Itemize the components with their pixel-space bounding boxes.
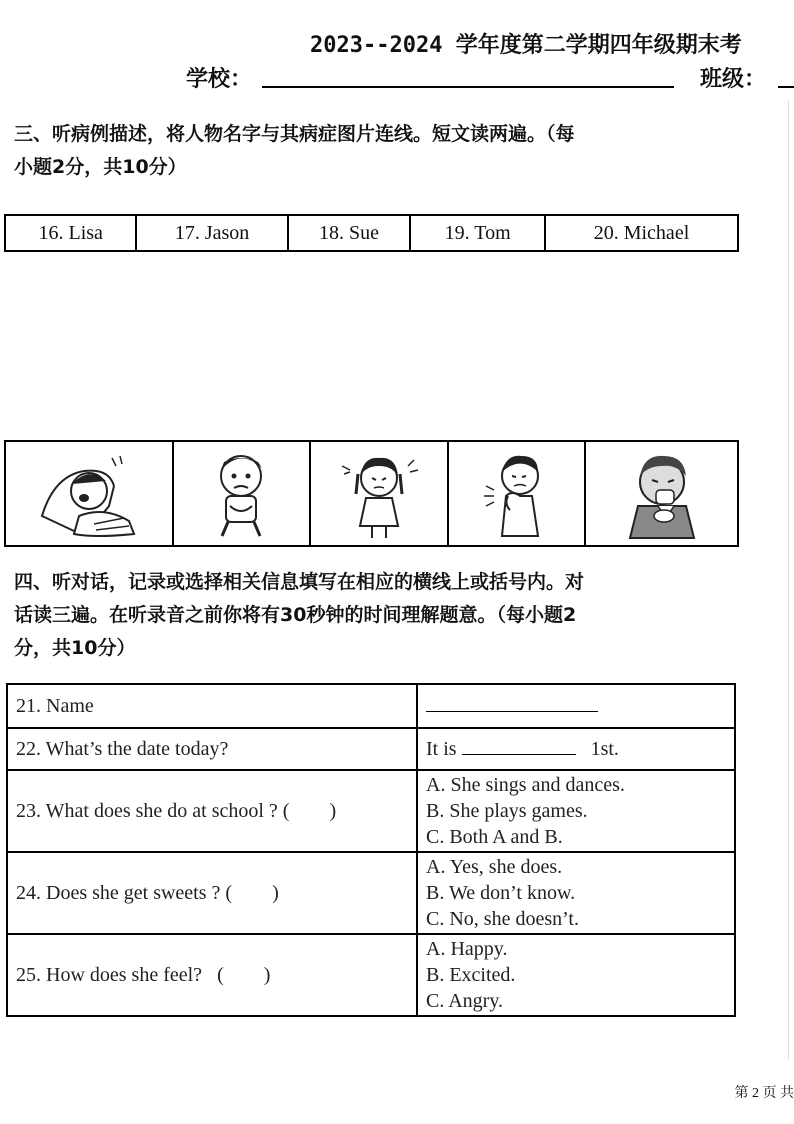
picture-cell-4 [448,441,586,546]
table-row [7,934,735,1016]
sick-in-bed-illustration [34,446,144,541]
section4-heading-line2: 话读三遍。在听录音之前你将有30秒钟的时间理解题意。（每小题2 [14,604,577,626]
question-25-paren[interactable]: ( ) [217,963,271,986]
option-23-c: C. Both A and B. [426,826,563,848]
question-23-text: 23. What does she do at school ? [16,799,278,822]
stomachache-illustration [196,446,286,541]
question-23-paren[interactable]: ( ) [282,799,337,822]
question-25 [7,934,417,1016]
answer-21 [417,684,735,728]
question-24-paren[interactable]: ( ) [225,881,279,904]
runny-nose-illustration [612,446,712,541]
options-25 [417,934,735,1016]
name-cell-19: 19. Tom [410,215,545,251]
picture-cell-2 [173,441,311,546]
question-25-text: 25. How does she feel? [16,963,203,986]
table-row [7,770,735,852]
section3-heading-line2: 小题2分，共10分） [14,156,187,178]
exam-title-text: 学年度第二学期四年级期末考 [455,33,742,58]
question-21: 21. Name [7,684,417,728]
answer-21-blank[interactable] [426,695,598,712]
table-row [7,852,735,934]
pictures-table [4,440,739,547]
sore-throat-illustration [472,446,562,541]
answer-22-suffix: 1st. [590,737,619,760]
names-table [4,214,739,252]
headache-illustration [334,446,424,541]
table-row [7,728,735,770]
section3-heading [14,118,714,184]
question-24-text: 24. Does she get sweets ? [16,881,221,904]
name-cell-16: 16. Lisa [5,215,136,251]
name-cell-17: 17. Jason [136,215,287,251]
qa-table [6,683,736,1017]
option-25-a: A. Happy. [426,938,508,960]
table-row [7,684,735,728]
option-24-b: B. We don’t know. [426,882,576,904]
options-24 [417,852,735,934]
class-blank-line[interactable] [778,86,794,88]
page-footer: 第 2 页 共 [734,1086,794,1101]
page-edge-rule [788,100,789,1060]
picture-cell-1 [5,441,173,546]
section4-heading-line3: 分，共10分） [14,637,136,659]
section3-heading-line1: 三、听病例描述，将人物名字与其病症图片连线。短文读两遍。（每 [14,123,575,145]
option-25-c: C. Angry. [426,990,504,1012]
exam-title [310,28,742,59]
picture-cell-5 [585,441,738,546]
question-22: 22. What’s the date today? [7,728,417,770]
class-label: 班级： [700,67,767,92]
option-24-c: C. No, she doesn’t. [426,908,579,930]
answer-22 [417,728,735,770]
option-25-b: B. Excited. [426,964,516,986]
name-cell-18: 18. Sue [288,215,411,251]
options-23 [417,770,735,852]
option-24-a: A. Yes, she does. [426,856,563,878]
answer-22-prefix: It is [426,737,457,760]
answer-22-blank[interactable] [462,738,576,755]
question-23 [7,770,417,852]
name-cell-20: 20. Michael [545,215,738,251]
school-blank-line[interactable] [262,86,674,88]
question-24 [7,852,417,934]
exam-title-year: 2023--2024 [310,33,443,58]
option-23-b: B. She plays games. [426,800,588,822]
option-23-a: A. She sings and dances. [426,774,625,796]
school-label: 学校： [186,67,253,92]
picture-cell-3 [310,441,448,546]
section4-heading-line1: 四、听对话，记录或选择相关信息填写在相应的横线上或括号内。对 [14,571,585,593]
section4-heading [14,566,714,665]
